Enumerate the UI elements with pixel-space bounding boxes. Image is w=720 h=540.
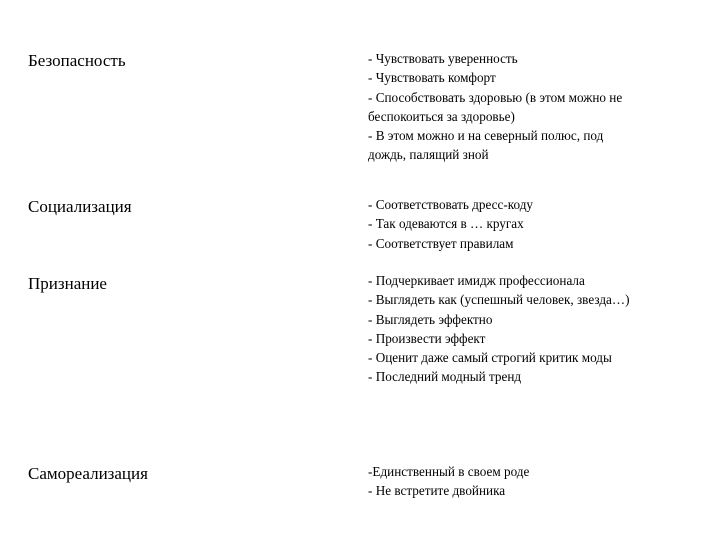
row-points-self-realization	[368, 462, 698, 501]
point-text: - Чувствовать уверенность	[368, 51, 518, 66]
point-text: дождь, палящий зной	[368, 147, 489, 163]
point-text: - Чувствовать комфорт	[368, 70, 496, 86]
point-text: - Выглядеть как (успешный человек, звезда…)	[368, 292, 630, 308]
row-points-socialization	[368, 195, 698, 253]
point-text: - Выглядеть эффектно	[368, 311, 493, 327]
row-label-self-realization: Самореализация	[28, 464, 148, 483]
row-points-recognition	[368, 271, 698, 387]
point-text: - Произвести эффект	[368, 330, 486, 346]
point-text: - Подчеркивает имидж профессионала	[368, 273, 585, 288]
row-points-safety	[368, 49, 698, 165]
point-text: - Соответствует правилам	[368, 235, 514, 251]
row-label-socialization: Социализация	[28, 197, 132, 216]
point-text: - Соответствовать дресс-коду	[368, 197, 534, 212]
point-text: - Оценит даже самый строгий критик моды	[368, 350, 612, 366]
row-label-safety: Безопасность	[28, 51, 126, 70]
point-text: - Так одеваются в … кругах	[368, 216, 524, 232]
point-text: - Не встретите двойника	[368, 483, 506, 499]
point-text: - Последний модный тренд	[368, 369, 522, 385]
point-text: - В этом можно и на северный полюс, под	[368, 128, 604, 144]
point-text: беспокоиться за здоровье)	[368, 108, 515, 124]
point-text: -Единственный в своем роде	[368, 464, 530, 479]
row-label-recognition: Признание	[28, 274, 107, 293]
point-text: - Способствовать здоровью (в этом можно не	[368, 89, 623, 105]
